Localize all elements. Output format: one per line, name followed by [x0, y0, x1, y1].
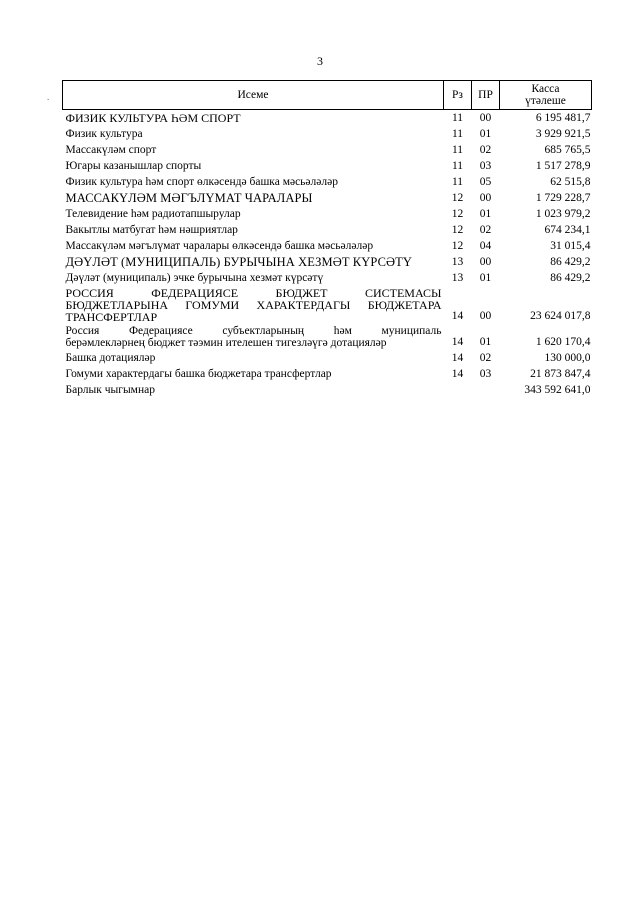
row-rz: 12: [451, 240, 464, 252]
row-name-line: Башка дотацияләр: [65, 352, 156, 364]
row-cash-amount: 1 023 979,2: [535, 208, 591, 220]
row-cash-amount: 86 429,2: [550, 256, 591, 268]
table-row: [63, 350, 592, 366]
table-row: [63, 142, 592, 158]
header-name: Исеме: [63, 81, 444, 110]
row-cash-amount: 1 517 278,9: [535, 160, 591, 172]
row-name-line: ТРАНСФЕРТЛАР: [65, 310, 158, 324]
row-name-line: Физик культура һәм спорт өлкәсендә башка мәсьәләләр: [65, 176, 338, 188]
row-pr: 01: [479, 336, 492, 348]
table-row: [63, 324, 592, 350]
row-name: [63, 110, 444, 127]
row-name-line: ФИЗИК КУЛЬТУРА ҺӘМ СПОРТ: [65, 111, 241, 125]
row-pr: 01: [479, 208, 492, 220]
row-cash-amount: 130 000,0: [544, 352, 591, 364]
row-name: [63, 366, 444, 382]
row-rz: 13: [451, 256, 464, 268]
row-name: [63, 270, 444, 286]
row-pr: 01: [479, 128, 492, 140]
row-pr: 02: [479, 224, 492, 236]
row-cash-amount: 343 592 641,0: [524, 384, 591, 396]
row-cash-amount: 23 624 017,8: [530, 310, 591, 322]
row-name: [63, 222, 444, 238]
header-cash-execution: [500, 81, 592, 110]
row-rz: 13: [451, 272, 464, 284]
table-row: [63, 222, 592, 238]
row-pr: 03: [479, 368, 492, 380]
header-rz: Рз: [444, 81, 472, 110]
row-rz: 11: [451, 176, 464, 188]
row-name-line: Массакүләм спорт: [65, 144, 157, 156]
row-rz: 12: [451, 224, 464, 236]
row-pr: 00: [479, 112, 492, 124]
table-row: [63, 382, 592, 398]
row-pr: 00: [479, 192, 492, 204]
table-row: [63, 126, 592, 142]
row-rz: 14: [451, 310, 464, 322]
row-rz: 11: [451, 128, 464, 140]
row-name-line: Физик культура: [65, 128, 143, 140]
row-cash-amount: 685 765,5: [544, 144, 591, 156]
row-name-line: Барлык чыгымнар: [65, 384, 155, 396]
row-cash-amount: 86 429,2: [550, 272, 591, 284]
row-name: [63, 286, 444, 324]
row-pr: 00: [479, 256, 492, 268]
row-cash-amount: 31 015,4: [550, 240, 591, 252]
table-row: [63, 238, 592, 254]
table-row: [63, 110, 592, 127]
row-name-line: Массакүләм мәгълүмат чаралары өлкәсендә башка мәсьәләләр: [65, 240, 374, 252]
table-row: [63, 254, 592, 270]
row-cash-amount: 3 929 921,5: [535, 128, 591, 140]
row-name-line: РОССИЯ ФЕДЕРАЦИЯСЕ БЮДЖЕТ СИСТЕМАСЫ: [65, 286, 442, 300]
table-row: [63, 366, 592, 382]
row-rz: 12: [451, 192, 464, 204]
row-name: [63, 142, 444, 158]
row-cash-amount: 674 234,1: [544, 224, 591, 236]
row-name-line: МАССАКҮЛӘМ МӘГЪЛҮМАТ ЧАРАЛАРЫ: [65, 191, 313, 205]
row-rz: 11: [451, 144, 464, 156]
row-name-line: БЮДЖЕТЛАРЫНА ГОМУМИ ХАРАКТЕРДАГЫ БЮДЖЕТАРА: [65, 298, 442, 312]
row-name-line: Россия Федерациясе субъектларының һәм муниципаль: [65, 325, 442, 337]
row-name: [63, 190, 444, 206]
row-rz: [444, 382, 472, 398]
table-row: [63, 190, 592, 206]
row-name-line: Дәүләт (муниципаль) эчке бурычына хезмәт күрсәтү: [65, 272, 324, 284]
row-pr: 04: [479, 240, 492, 252]
row-name-line: Гомуми характердагы башка бюджетара трансфертлар: [65, 368, 332, 380]
row-name: [63, 206, 444, 222]
row-pr: 01: [479, 272, 492, 284]
row-cash-amount: 62 515,8: [550, 176, 591, 188]
header-cash-line1: Касса: [531, 83, 560, 95]
margin-mark: .: [47, 92, 50, 102]
table-header-row: [63, 81, 592, 110]
row-cash-amount: 6 195 481,7: [535, 112, 591, 124]
row-name-line: ДӘҮЛӘТ (МУНИЦИПАЛЬ) БУРЫЧЫНА ХЕЗМӘТ КҮРСӘТҮ: [65, 255, 412, 269]
row-rz: 11: [451, 160, 464, 172]
row-cash-amount: 21 873 847,4: [530, 368, 591, 380]
table-row: [63, 270, 592, 286]
row-pr: 00: [479, 310, 492, 322]
row-name: [63, 254, 444, 270]
table-body: [63, 110, 592, 399]
row-name-line: Югары казанышлар спорты: [65, 160, 202, 172]
row-name-line: Вакытлы матбугат һәм нәшриятлар: [65, 224, 238, 236]
row-pr: [472, 382, 500, 398]
table-row: [63, 206, 592, 222]
row-name: [63, 382, 444, 398]
page-number: 3: [317, 54, 323, 68]
row-rz: 11: [451, 112, 464, 124]
row-name: [63, 350, 444, 366]
row-name-line: Телевидение һәм радиотапшырулар: [65, 208, 241, 220]
row-name: [63, 126, 444, 142]
row-name-line: берәмлекләрнең бюджет тәэмин ителешен тигезләүгә дотацияләр: [65, 337, 387, 349]
header-cash-line2: үтәлеше: [525, 95, 566, 107]
row-cash-amount: 1 729 228,7: [535, 192, 591, 204]
row-rz: 14: [451, 368, 464, 380]
header-pr: ПР: [472, 81, 500, 110]
row-rz: 14: [451, 336, 464, 348]
row-rz: 14: [451, 352, 464, 364]
row-pr: 03: [479, 160, 492, 172]
row-name: [63, 238, 444, 254]
row-name: [63, 324, 444, 350]
row-pr: 02: [479, 144, 492, 156]
row-name: [63, 158, 444, 174]
row-cash-amount: 1 620 170,4: [535, 336, 591, 348]
row-pr: 05: [479, 176, 492, 188]
table-row: [63, 286, 592, 324]
row-pr: 02: [479, 352, 492, 364]
row-rz: 12: [451, 208, 464, 220]
row-name: [63, 174, 444, 190]
budget-execution-table: [62, 80, 592, 398]
table-row: [63, 158, 592, 174]
table-row: [63, 174, 592, 190]
